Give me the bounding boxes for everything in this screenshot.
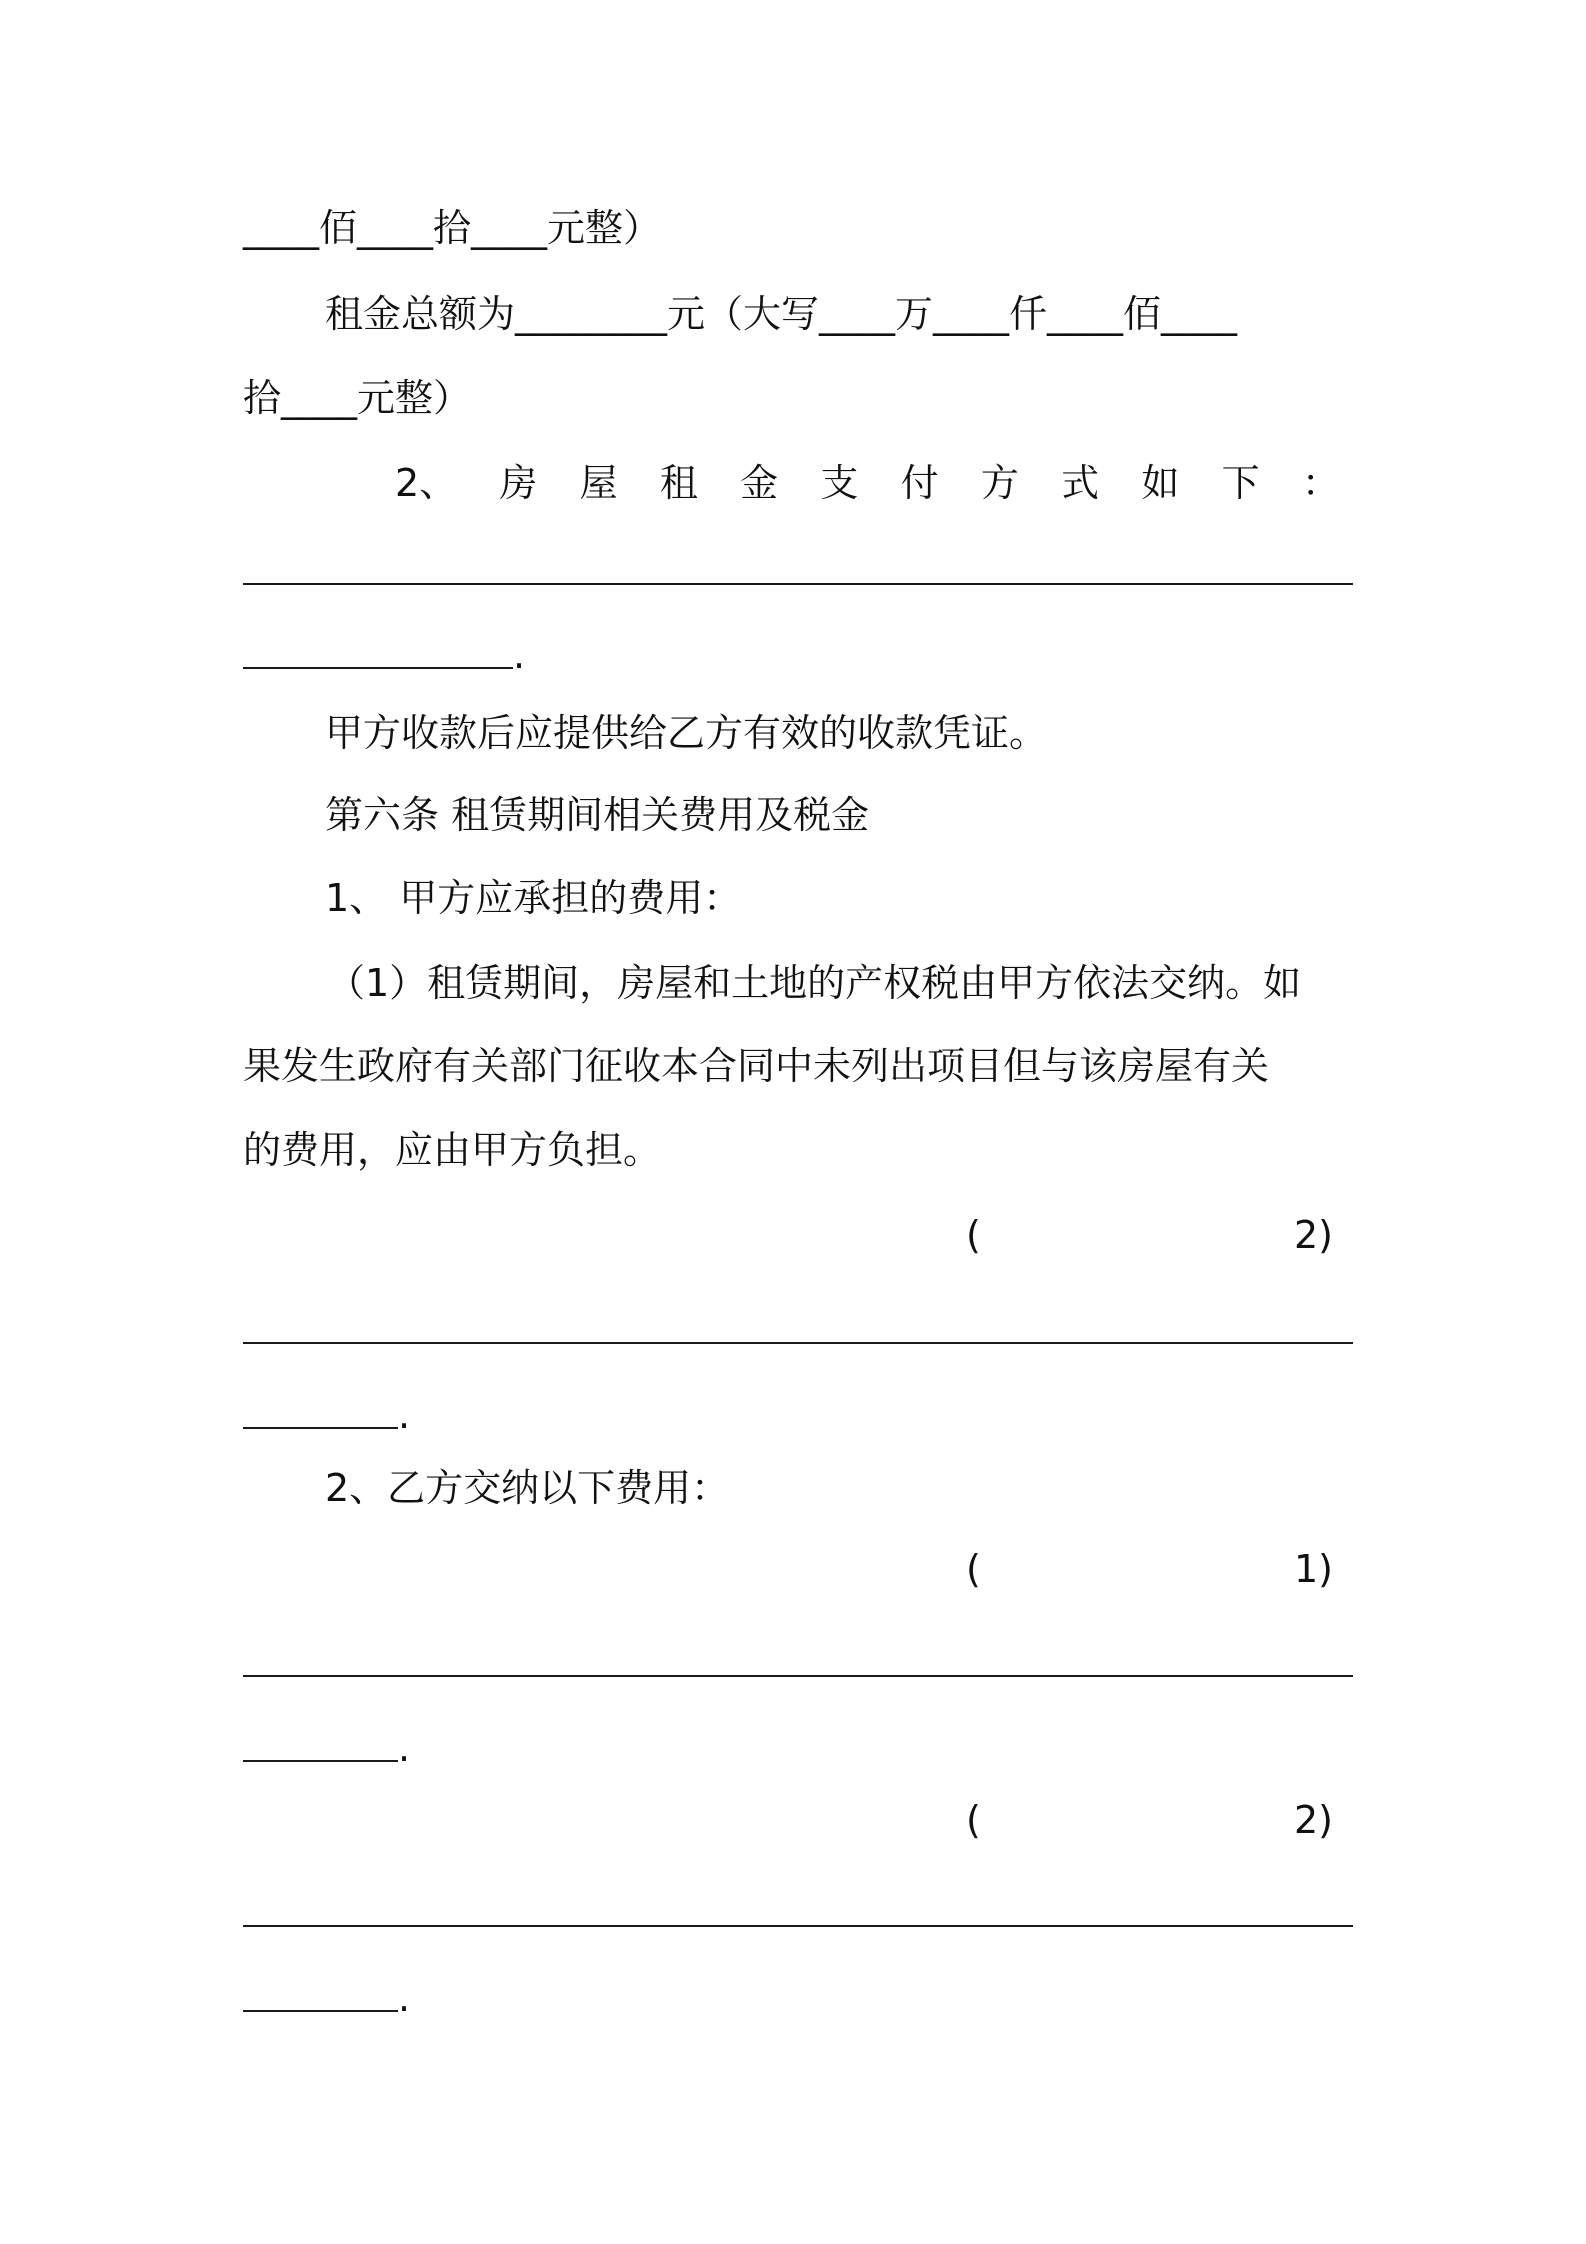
- heading-char: 支: [820, 461, 859, 505]
- paren-open: (: [966, 1798, 981, 1842]
- heading-char: 屋: [579, 461, 618, 505]
- item-number: 2): [1294, 1213, 1334, 1257]
- receipt-clause: 甲方收款后应提供给乙方有效的收款凭证。: [325, 711, 1048, 755]
- blank-line: [243, 1342, 1353, 1344]
- period-mark: .: [513, 633, 526, 677]
- period-mark: .: [398, 1726, 411, 1770]
- clause-1-line-1: （1）租赁期间，房屋和土地的产权税由甲方依法交纳。如: [327, 961, 1302, 1005]
- item-number: 2): [1294, 1798, 1334, 1842]
- paren-open: (: [966, 1547, 981, 1591]
- heading-char: 如: [1141, 461, 1180, 505]
- clause-1-line-3: 的费用，应由甲方负担。: [243, 1128, 662, 1172]
- heading-char: 方: [980, 461, 1019, 505]
- heading-char: ：: [1301, 461, 1340, 505]
- total-rent-line-end: 拾____元整）: [243, 376, 472, 420]
- heading-char: 金: [740, 461, 779, 505]
- article-six-heading: 第六条 租赁期间相关费用及税金: [325, 793, 870, 837]
- period-mark: .: [398, 1393, 411, 1437]
- clause-1-line-2: 果发生政府有关部门征收本合同中未列出项目但与该房屋有关: [243, 1044, 1270, 1088]
- rent-amount-line-end: ____佰____拾____元整）: [243, 206, 662, 250]
- blank-line: [243, 1675, 1353, 1677]
- blank-line: [243, 667, 513, 669]
- blank-line: [243, 2010, 398, 2012]
- blank-line: [243, 1427, 398, 1429]
- heading-char: 式: [1061, 461, 1100, 505]
- heading-char: 房: [499, 461, 538, 505]
- paren-open: (: [966, 1213, 981, 1257]
- payment-method-heading: [395, 460, 1340, 506]
- blank-line: [243, 1925, 1353, 1927]
- period-mark: .: [398, 1976, 411, 2020]
- blank-line: [243, 1760, 398, 1762]
- total-rent-line: 租金总额为________元（大写____万____仟____佰____: [325, 292, 1238, 336]
- item-number: 1): [1294, 1547, 1334, 1591]
- heading-char: 下: [1221, 461, 1260, 505]
- heading-char: 付: [900, 461, 939, 505]
- party-b-costs-heading: 2、乙方交纳以下费用：: [325, 1466, 730, 1510]
- blank-line: [243, 583, 1353, 585]
- heading-char: 租: [659, 461, 698, 505]
- heading-char: 2、: [395, 461, 458, 505]
- party-a-costs-heading: 1、 甲方应承担的费用：: [325, 876, 742, 920]
